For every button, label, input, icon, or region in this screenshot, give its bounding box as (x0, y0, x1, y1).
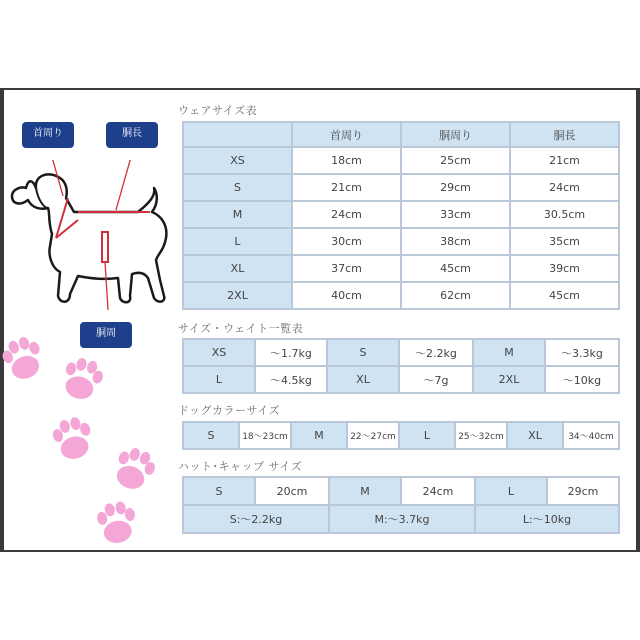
size-cell: L (183, 366, 255, 393)
size-cell: M (291, 422, 347, 449)
table-header-row (183, 122, 619, 147)
value-cell: 24cm (401, 477, 475, 505)
paw-icon (0, 333, 48, 384)
table-row (183, 228, 619, 255)
size-cell: M (473, 339, 545, 366)
value-cell: 18cm (292, 147, 401, 174)
size-cell: XL (507, 422, 563, 449)
header-cell (183, 122, 292, 147)
size-cell: XL (183, 255, 292, 282)
value-cell: 30.5cm (510, 201, 619, 228)
size-chart-frame (0, 88, 640, 552)
size-cell: M (329, 477, 401, 505)
header-cell: 胴周り (401, 122, 510, 147)
length-pointer (116, 160, 133, 210)
neck-label-tag (22, 122, 74, 148)
value-cell: 21cm (510, 147, 619, 174)
table-row (183, 477, 619, 505)
size-cell: S (327, 339, 399, 366)
paw-icon (59, 355, 106, 404)
size-cell: M (183, 201, 292, 228)
value-cell: ～3.3kg (545, 339, 619, 366)
table-row (183, 174, 619, 201)
value-cell: ～4.5kg (255, 366, 327, 393)
value-cell: 38cm (401, 228, 510, 255)
value-cell: ～2.2kg (399, 339, 473, 366)
dog-ear-icon (36, 188, 48, 208)
value-cell: 37cm (292, 255, 401, 282)
header-cell: 胴長 (510, 122, 619, 147)
value-cell: 21cm (292, 174, 401, 201)
value-cell: 25～32cm (455, 422, 507, 449)
table-row (183, 255, 619, 282)
length-label: 胴長 (122, 128, 142, 139)
size-weight-table (182, 338, 620, 394)
wear-size-table (182, 121, 620, 310)
hat-cap-title: ハット･キャップ サイズ (178, 460, 303, 473)
size-cell: L (183, 228, 292, 255)
table-row (183, 422, 619, 449)
size-cell: 2XL (183, 282, 292, 309)
size-cell: XS (183, 339, 255, 366)
paw-icon (50, 414, 97, 463)
table-row (183, 282, 619, 309)
dog-outline-icon (12, 174, 166, 302)
paw-icon (95, 499, 139, 545)
size-cell: 2XL (473, 366, 545, 393)
length-label-tag (106, 122, 158, 148)
size-cell: XL (327, 366, 399, 393)
paw-icon (110, 444, 160, 495)
dog-collar-table (182, 421, 620, 450)
header-cell: 首周り (292, 122, 401, 147)
chest-pointer (105, 262, 108, 310)
table-row (183, 339, 619, 366)
value-cell: 40cm (292, 282, 401, 309)
value-cell: 22～27cm (347, 422, 399, 449)
size-cell: S (183, 174, 292, 201)
value-cell: 24cm (510, 174, 619, 201)
chest-label: 胴周 (96, 328, 116, 339)
wear-size-title: ウェアサイズ表 (178, 104, 258, 117)
table-row (183, 505, 619, 533)
paw-prints-decoration (0, 326, 170, 546)
size-cell: S (183, 422, 239, 449)
value-cell: 20cm (255, 477, 329, 505)
value-cell: ～10kg (545, 366, 619, 393)
weight-cell: M:～3.7kg (329, 505, 475, 533)
size-cell: L (475, 477, 547, 505)
chest-measure-band (102, 232, 108, 262)
table-row (183, 147, 619, 174)
value-cell: ～1.7kg (255, 339, 327, 366)
value-cell: 45cm (510, 282, 619, 309)
size-cell: S (183, 477, 255, 505)
table-row (183, 201, 619, 228)
value-cell: 62cm (401, 282, 510, 309)
value-cell: 35cm (510, 228, 619, 255)
size-cell: L (399, 422, 455, 449)
size-weight-title: サイズ・ウェイト一覧表 (178, 322, 304, 335)
table-row (183, 366, 619, 393)
value-cell: ～7g (399, 366, 473, 393)
value-cell: 25cm (401, 147, 510, 174)
neck-label: 首周り (33, 128, 63, 139)
value-cell: 33cm (401, 201, 510, 228)
value-cell: 34～40cm (563, 422, 619, 449)
value-cell: 29cm (547, 477, 619, 505)
value-cell: 29cm (401, 174, 510, 201)
value-cell: 45cm (401, 255, 510, 282)
dog-collar-title: ドッグカラーサイズ (178, 404, 281, 417)
value-cell: 24cm (292, 201, 401, 228)
hat-cap-table (182, 476, 620, 534)
value-cell: 39cm (510, 255, 619, 282)
value-cell: 30cm (292, 228, 401, 255)
size-cell: XS (183, 147, 292, 174)
weight-cell: S:～2.2kg (183, 505, 329, 533)
dog-diagram (8, 160, 178, 320)
value-cell: 18～23cm (239, 422, 291, 449)
weight-cell: L:～10kg (475, 505, 619, 533)
